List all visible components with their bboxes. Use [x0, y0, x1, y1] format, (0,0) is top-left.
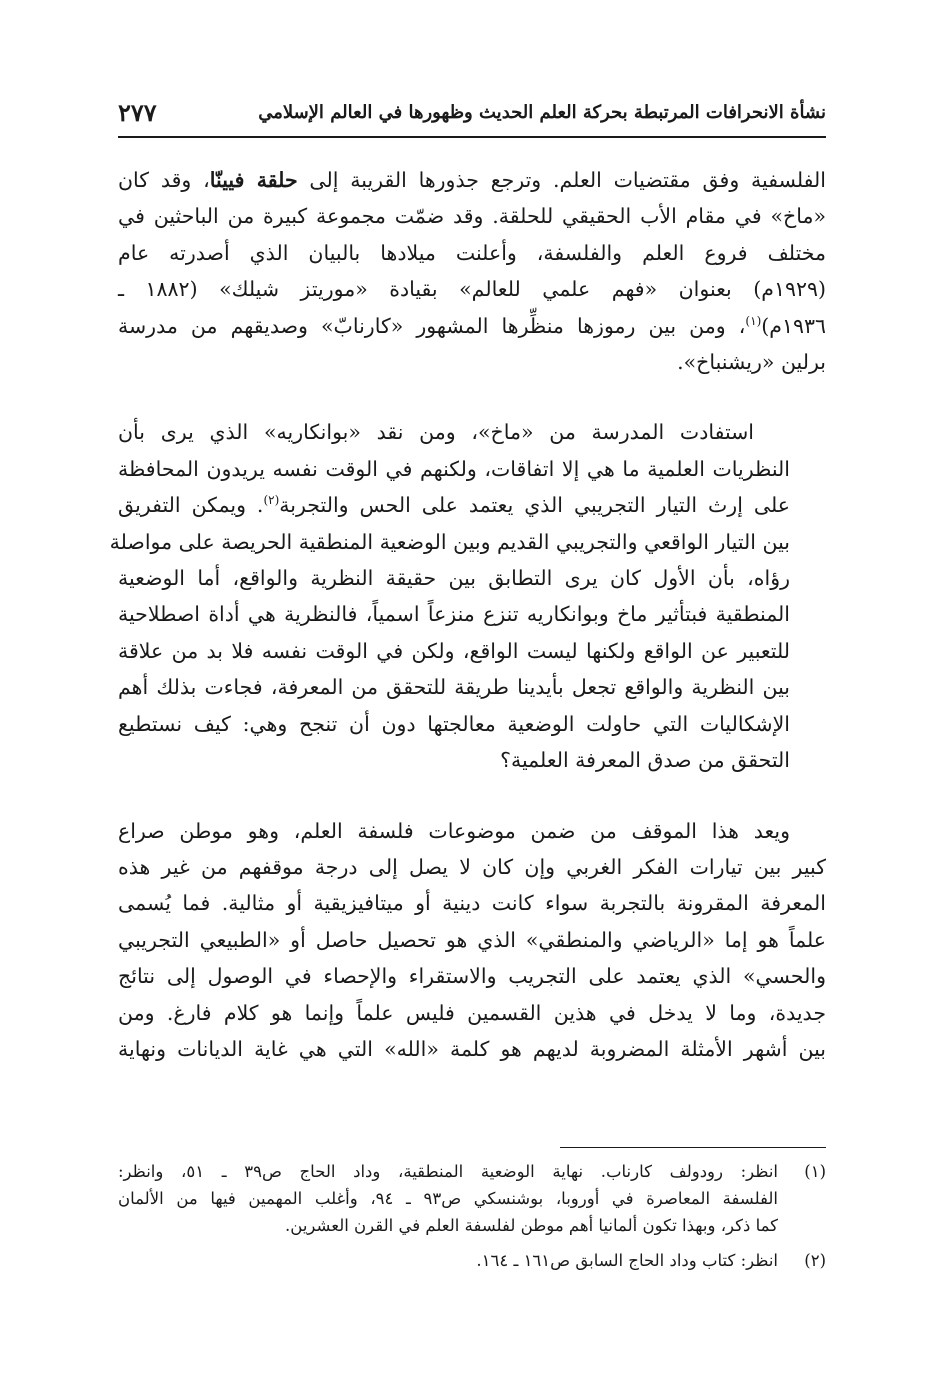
footnote-2: [118, 1247, 826, 1274]
text-line: بين التيار الواقعي والتجريبي القديم وبين الوضعية المنطقية الحريصة على مواصلة: [109, 529, 790, 554]
footnote-ref-1[interactable]: (١): [745, 313, 762, 328]
text-line: التحقق من صدق المعرفة العلمية؟: [500, 748, 790, 773]
footnote-line: انظر: كتاب وداد الحاج السابق ص١٦١ ـ ١٦٤.: [476, 1251, 778, 1270]
text-line: المعرفة المقرونة بالتجربة سواء كانت دينية أو ميتافيزيقية أو مثالية. فما يُسمى: [118, 891, 826, 916]
text-line: علماً هو إما «الرياضي والمنطقي» الذي هو تحصيل حاصل أو «الطبيعي التجريبي: [118, 927, 826, 952]
text-line: رؤاه، بأن الأول كان يرى التطابق بين حقيقة النظرية والواقع، أما الوضعية: [118, 566, 790, 591]
text-line: برلين «ريشنباخ».: [677, 350, 826, 375]
text-line: استفادت المدرسة من «ماخ»، ومن نقد «بوانكاريه» الذي يرى بأن: [118, 420, 754, 445]
text-run: الفلسفية وفق مقتضيات العلم. وترجع جذورها القريبة إلى: [297, 168, 826, 192]
text-run: ، ومن بين رموزها منظِّرها المشهور «كارنابّ» وصديقهم من مدرسة: [118, 313, 746, 338]
text-line: [118, 162, 826, 198]
bold-term: حلقة فيينّا: [209, 168, 298, 192]
running-header: [118, 96, 826, 138]
text-line: المنطقية فبتأثير ماخ وبوانكاريه تنزع منزعاً اسمياً، فالنظرية هي أداة اصطلاحية: [118, 602, 790, 627]
paragraph-1: [118, 162, 826, 380]
text-line: بين أشهر الأمثلة المضروبة لديهم هو كلمة «الله» التي هي غاية الديانات ونهاية: [118, 1036, 826, 1061]
footnote-ref-2[interactable]: (٢): [263, 493, 280, 508]
text-line: النظريات العلمية ما هي إلا اتفاقات، ولكنهم في الوقت نفسه يريدون المحافظة: [118, 456, 790, 481]
text-run: ١٩٣٦م): [761, 313, 826, 338]
text-line: جديدة، وما لا يدخل في هذين القسمين فليس علماً وإنما هو كلام فارغ. ومن: [118, 1000, 826, 1025]
text-line: ويعد هذا الموقف من ضمن موضوعات فلسفة العلم، وهو موطن صراع: [118, 818, 790, 843]
page-number: ٢٧٧: [118, 98, 157, 127]
paragraph-3: [118, 813, 826, 1068]
text-line: «ماخ» في مقام الأب الحقيقي للحلقة. وقد ضمّت مجموعة كبيرة من الباحثين في: [118, 204, 826, 229]
text-run: ، وقد كان: [118, 168, 210, 192]
text-line: [118, 487, 826, 523]
footnote-1: [118, 1158, 826, 1239]
footnote-number: (٢): [804, 1251, 826, 1270]
text-line: مختلف فروع العلم والفلسفة، وأعلنت ميلادها بالبيان الذي أصدرته عام: [118, 240, 826, 265]
text-line: [118, 308, 826, 344]
running-title: نشأة الانحرافات المرتبطة بحركة العلم الحديث وظهورها في العالم الإسلامي: [258, 102, 826, 123]
text-line: بين النظرية والواقع تجعل بأيدينا طريقة للتحقق من المعرفة، فجاءت بذلك أهم: [118, 675, 790, 700]
footnote-separator: [560, 1147, 826, 1148]
text-line: الإشكاليات التي حاولت الوضعية معالجتها دون أن تنجح وهي: كيف نستطيع: [118, 711, 790, 736]
footnotes: [118, 1158, 826, 1274]
footnote-line: انظر: رودولف كارناب. نهاية الوضعية المنطقية، وداد الحاج ص٣٩ ـ ٥١، وانظر:: [118, 1162, 778, 1181]
footnote-line: كما ذكر، وبهذا تكون ألمانيا أهم موطن لفلسفة العلم في القرن العشرين.: [285, 1216, 778, 1235]
footnote-line: الفلسفة المعاصرة في أوروبا، بوشنسكي ص٩٣ ـ ٩٤، وأغلب المهمين فيها من الألمان: [118, 1189, 778, 1208]
text-line: والحسي» الذي يعتمد على التجريب والاستقراء والإحصاء في الوصول إلى نتائج: [118, 964, 826, 989]
footnote-number: (١): [804, 1162, 826, 1181]
text-line: للتعبير عن الواقع ولكنها ليست الواقع، ولكن في الوقت نفسه فلا بد من علاقة: [118, 638, 790, 663]
text-run: على إرث التيار التجريبي الذي يعتمد على الحس والتجربة: [279, 493, 790, 518]
main-text: [109, 162, 826, 1067]
text-line: (١٩٢٩م) بعنوان «فهم علمي للعالم» بقيادة «موريتز شيلك» (١٨٨٢ ـ: [118, 277, 826, 302]
text-run: . ويمكن التفريق: [118, 493, 264, 518]
paragraph-2: [109, 414, 826, 778]
text-line: كبير بين تيارات الفكر الغربي وإن كان لا يصل إلى درجة موقفهم من غير هذه: [118, 854, 826, 879]
